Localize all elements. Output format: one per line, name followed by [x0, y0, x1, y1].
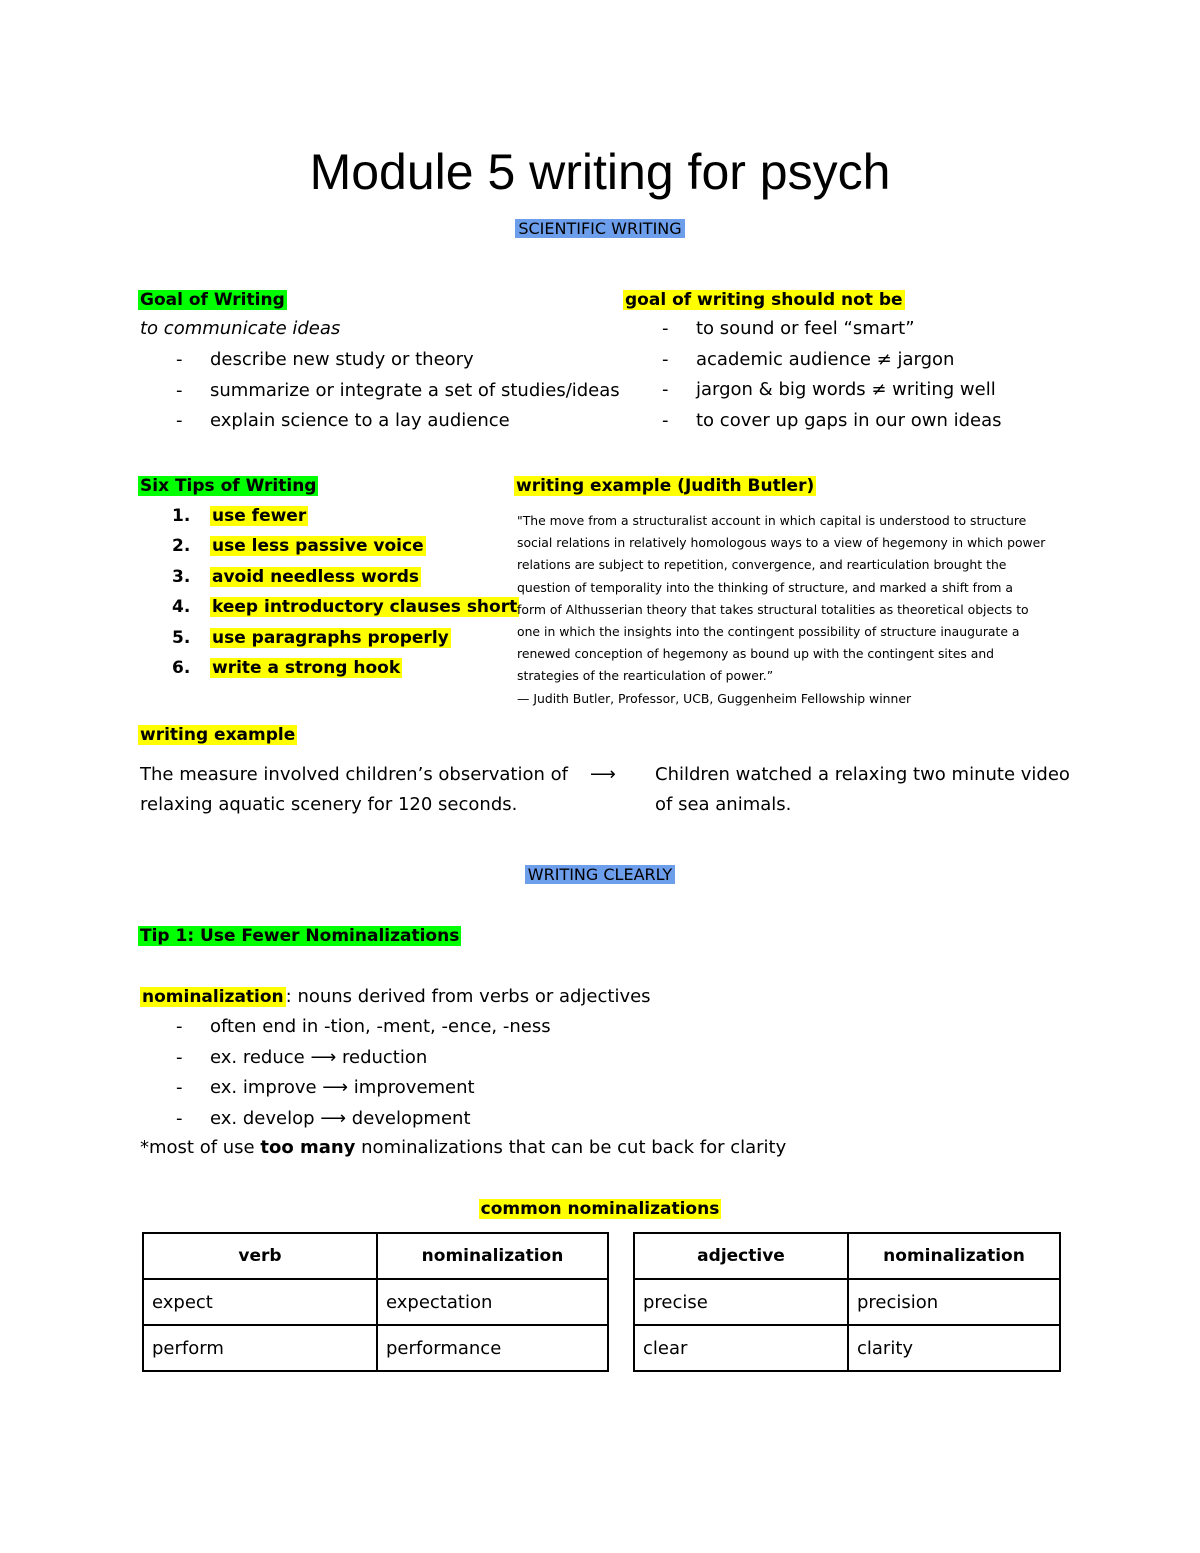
tips-list — [140, 501, 519, 683]
table-cell: perform — [143, 1325, 377, 1371]
tip1-heading: Tip 1: Use Fewer Nominalizations — [140, 926, 460, 946]
section-heading: SCIENTIFIC WRITING — [515, 219, 684, 238]
adjective-table — [633, 1232, 1061, 1372]
table-cell: clear — [634, 1325, 848, 1371]
nominalization-note: *most of use too many nominalizations that can be cut back for clarity — [140, 1137, 787, 1158]
table-cell: performance — [377, 1325, 608, 1371]
table-cell: precision — [848, 1279, 1060, 1325]
verb-table — [142, 1232, 609, 1372]
common-heading: common nominalizations — [480, 1199, 720, 1219]
goal-intro: to communicate ideas — [140, 318, 341, 339]
table-header: adjective — [634, 1233, 848, 1279]
table-header-row — [634, 1233, 1060, 1279]
table-cell: expect — [143, 1279, 377, 1325]
table-header-row — [143, 1233, 608, 1279]
table-header: nominalization — [848, 1233, 1060, 1279]
list-item: - academic audience ≠ jargon — [626, 345, 1002, 376]
table-cell: precise — [634, 1279, 848, 1325]
goal-not-heading: goal of writing should not be — [625, 290, 903, 310]
list-item: - ex. reduce ⟶ reduction — [140, 1043, 551, 1074]
table-cell: clarity — [848, 1325, 1060, 1371]
common-nominalizations-heading-wrap — [0, 1196, 1200, 1222]
list-item: 2. use less passive voice — [172, 536, 424, 557]
table-row — [143, 1325, 608, 1371]
example-before: The measure involved children’s observation of relaxing aquatic scenery for 120 seconds. — [140, 764, 568, 815]
list-item: - to cover up gaps in our own ideas — [626, 406, 1002, 437]
list-item: - ex. improve ⟶ improvement — [140, 1073, 551, 1104]
list-item: - to sound or feel “smart” — [626, 314, 1002, 345]
tips-heading: Six Tips of Writing — [140, 476, 317, 496]
list-item: - jargon & big words ≠ writing well — [626, 375, 1002, 406]
butler-heading: writing example (Judith Butler) — [516, 476, 815, 496]
section-writing-clearly — [0, 862, 1200, 888]
butler-quote: "The move from a structuralist account in which capital is understood to structure social relations in relatively homologous ways to a view of hegemony in which power relations are subject to repetition, convergence, and rearticulation brought the question of temporality into the thinking of structure, and marked a shift from a form of Althusserian theory that takes structural totalities as theoretical objects to one in which the insights into the contingent possibility of structure inaugurate a renewed conception of hegemony as bound up with the contingent sites and strategies of the rearticulation of power.” — Judith Butler, Professor, UCB, Guggenheim Fellowship winner — [517, 513, 1046, 706]
goal-not-block — [623, 287, 905, 313]
list-item: 4. keep introductory clauses short — [172, 597, 518, 618]
list-item: - describe new study or theory — [140, 345, 620, 376]
list-item: 6. write a strong hook — [172, 658, 401, 679]
list-item: - often end in -tion, -ment, -ence, -ness — [140, 1012, 551, 1043]
nominalization-list — [140, 1012, 551, 1134]
example-heading: writing example — [140, 725, 296, 745]
list-item: - summarize or integrate a set of studies/ideas — [140, 376, 620, 407]
arrow-icon: ⟶ — [590, 764, 616, 785]
six-tips-block — [138, 473, 318, 499]
table-header: nominalization — [377, 1233, 608, 1279]
table-header: verb — [143, 1233, 377, 1279]
writing-example-block — [138, 722, 297, 748]
table-row — [634, 1279, 1060, 1325]
list-item: - explain science to a lay audience — [140, 406, 620, 437]
goal-heading: Goal of Writing — [140, 290, 285, 310]
butler-block — [514, 473, 816, 499]
goal-of-writing-block — [138, 287, 287, 313]
section-heading: WRITING CLEARLY — [525, 865, 675, 884]
table-cell: expectation — [377, 1279, 608, 1325]
goal-not-list — [626, 314, 1002, 436]
page-title: Module 5 writing for psych — [309, 144, 891, 200]
tip1-block — [138, 923, 461, 949]
list-item: 3. avoid needless words — [172, 566, 420, 587]
term: nominalization — [142, 987, 284, 1007]
table-row — [143, 1279, 608, 1325]
section-scientific-writing — [0, 216, 1200, 242]
list-item: - ex. develop ⟶ development — [140, 1104, 551, 1135]
list-item: 1. use fewer — [172, 506, 307, 526]
nominalization-definition: nominalization : nouns derived from verbs or adjectives — [142, 986, 651, 1007]
goal-list — [140, 345, 620, 437]
list-item: 5. use paragraphs properly — [172, 627, 449, 648]
table-row — [634, 1325, 1060, 1371]
example-after: Children watched a relaxing two minute video of sea animals. — [655, 764, 1070, 815]
